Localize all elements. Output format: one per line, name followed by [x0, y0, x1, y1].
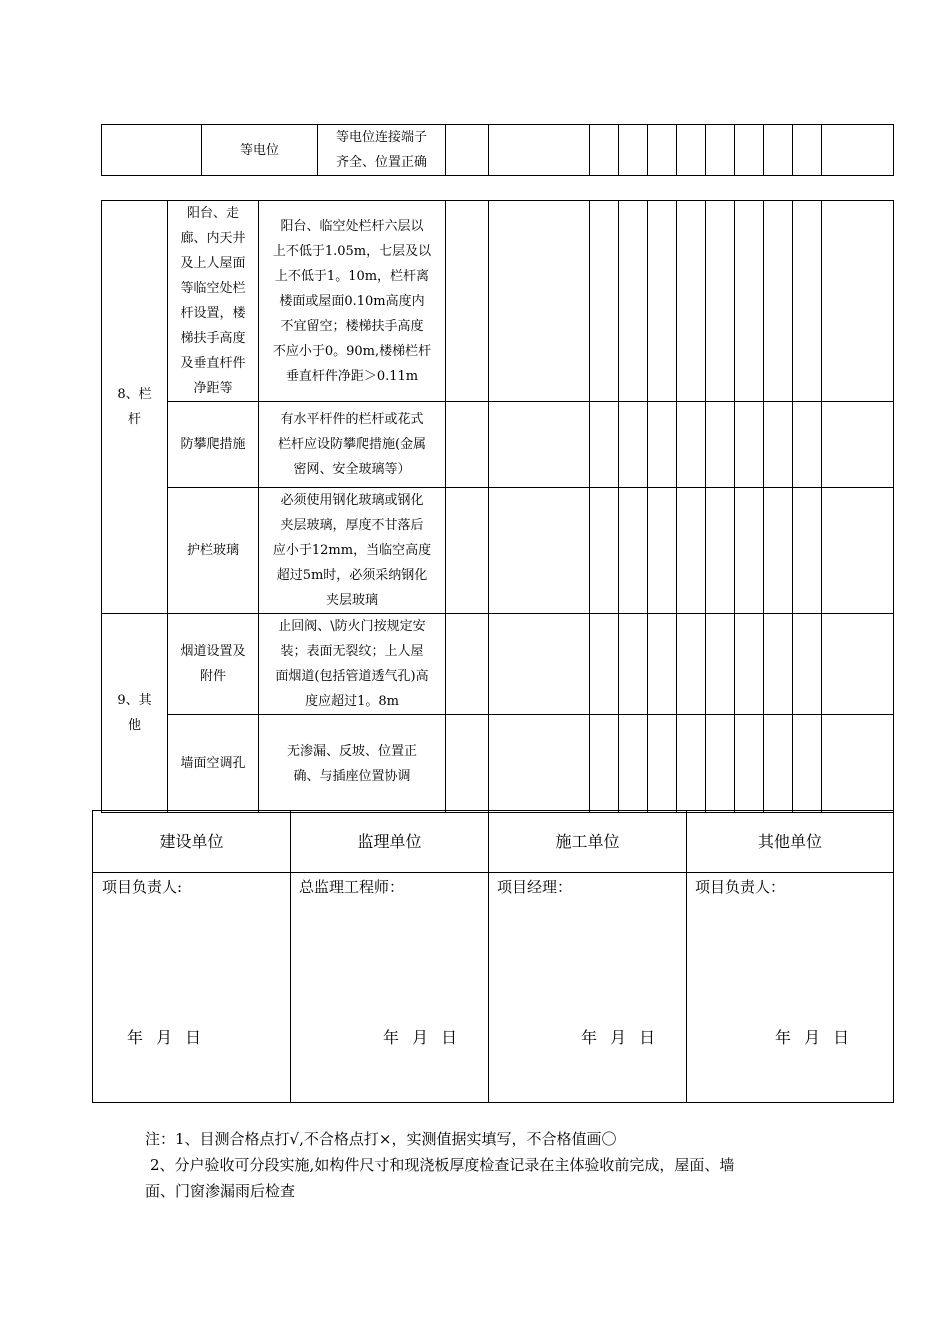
signer-role: 项目经理：	[497, 878, 573, 896]
blank-cell[interactable]	[706, 125, 735, 176]
blank-cell[interactable]	[446, 402, 489, 488]
requirement-line: 齐全、位置正确	[335, 155, 427, 170]
requirement-cell	[259, 402, 446, 488]
table-row	[102, 402, 894, 488]
blank-cell[interactable]	[677, 715, 706, 813]
item-name-cell	[168, 614, 259, 715]
blank-cell[interactable]	[706, 614, 735, 715]
table-row	[102, 201, 894, 402]
item-name-line: 及上人屋面	[180, 256, 246, 271]
blank-cell[interactable]	[677, 614, 706, 715]
blank-cell[interactable]	[446, 125, 489, 176]
blank-cell[interactable]	[677, 125, 706, 176]
blank-cell[interactable]	[793, 715, 822, 813]
signature-table	[92, 810, 894, 1103]
item-name-cell	[168, 488, 259, 614]
blank-cell[interactable]	[706, 402, 735, 488]
requirement-cell	[259, 715, 446, 813]
blank-cell[interactable]	[489, 402, 590, 488]
blank-cell[interactable]	[822, 488, 894, 614]
requirement-cell	[318, 125, 446, 176]
signer-role: 项目负责人:	[102, 878, 183, 896]
table-top-fragment	[101, 124, 894, 176]
category-line: 9、其	[117, 693, 152, 708]
blank-cell[interactable]	[677, 201, 706, 402]
item-name-line: 廊、内天井	[180, 231, 246, 246]
requirement-line: 不应小于0。90m,楼梯栏杆	[272, 343, 432, 359]
blank-cell[interactable]	[619, 614, 648, 715]
blank-cell[interactable]	[590, 402, 619, 488]
item-name-line: 等临空处栏	[180, 281, 246, 296]
requirement-line: 楼面或屋面0.10m高度内	[279, 293, 425, 309]
blank-cell[interactable]	[619, 125, 648, 176]
requirement-line: 度应超过1。8m	[305, 694, 399, 709]
blank-cell[interactable]	[619, 715, 648, 813]
requirement-line: 密网、安全玻璃等）	[293, 462, 411, 477]
requirement-line: 上不低于1.05m，七层及以	[272, 243, 432, 259]
item-name-line: 杆设置，楼	[180, 306, 246, 321]
requirement-cell	[259, 614, 446, 715]
blank-cell[interactable]	[735, 125, 764, 176]
signature-cell[interactable]	[291, 873, 489, 1103]
blank-cell[interactable]	[706, 715, 735, 813]
blank-cell[interactable]	[706, 201, 735, 402]
blank-cell[interactable]	[822, 201, 894, 402]
signature-header-row	[93, 811, 894, 873]
item-name-line: 净距等	[193, 381, 233, 396]
blank-cell[interactable]	[489, 614, 590, 715]
blank-cell[interactable]	[590, 201, 619, 402]
signature-date: 年 月 日	[383, 1028, 458, 1047]
blank-cell[interactable]	[648, 125, 677, 176]
blank-cell[interactable]	[764, 125, 793, 176]
blank-cell[interactable]	[764, 715, 793, 813]
signature-cell[interactable]	[93, 873, 291, 1103]
blank-cell[interactable]	[764, 402, 793, 488]
blank-cell[interactable]	[590, 614, 619, 715]
blank-cell[interactable]	[822, 125, 894, 176]
requirement-cell	[259, 488, 446, 614]
blank-cell[interactable]	[446, 201, 489, 402]
requirement-line: 装；表面无裂纹；上人屋	[280, 644, 424, 659]
blank-cell[interactable]	[735, 488, 764, 614]
blank-cell[interactable]	[648, 402, 677, 488]
blank-cell[interactable]	[677, 488, 706, 614]
unit-name: 监理单位	[291, 811, 489, 873]
category-line: 杆	[127, 412, 141, 427]
requirement-line: 超过5m时，必须采纳钢化	[276, 568, 428, 583]
blank-cell[interactable]	[648, 488, 677, 614]
category-cell-empty	[102, 125, 202, 176]
requirement-line: 有水平杆件的栏杆或花式	[280, 412, 424, 427]
note-line-3: 面、门窗渗漏雨后检查	[145, 1182, 296, 1200]
requirement-line: 阳台、临空处栏杆六层以	[280, 218, 424, 234]
item-name-line: 及垂直杆件	[180, 356, 246, 371]
category-cell	[102, 614, 168, 813]
requirement-line: 应小于12mm，当临空高度	[272, 543, 432, 558]
requirement-line: 面烟道(包括管道透气孔)高	[275, 669, 429, 684]
item-name-cell	[168, 715, 259, 813]
blank-cell[interactable]	[619, 201, 648, 402]
requirement-line: 夹层玻璃	[325, 593, 378, 608]
blank-cell[interactable]	[590, 125, 619, 176]
blank-cell[interactable]	[648, 201, 677, 402]
signature-cell[interactable]	[489, 873, 687, 1103]
unit-name: 施工单位	[489, 811, 687, 873]
blank-cell[interactable]	[764, 614, 793, 715]
blank-cell[interactable]	[793, 402, 822, 488]
item-name-cell	[168, 402, 259, 488]
unit-name: 建设单位	[93, 811, 291, 873]
signer-role: 项目负责人：	[695, 878, 786, 896]
blank-cell[interactable]	[446, 715, 489, 813]
blank-cell[interactable]	[446, 614, 489, 715]
blank-cell[interactable]	[489, 715, 590, 813]
blank-cell[interactable]	[677, 402, 706, 488]
table-row	[102, 614, 894, 715]
signature-cell[interactable]	[687, 873, 894, 1103]
blank-cell[interactable]	[735, 614, 764, 715]
blank-cell[interactable]	[489, 201, 590, 402]
blank-cell[interactable]	[793, 488, 822, 614]
requirement-cell	[259, 201, 446, 402]
blank-cell[interactable]	[735, 402, 764, 488]
table-row	[102, 488, 894, 614]
item-name-cell	[202, 125, 318, 176]
item-name-line: 梯扶手高度	[180, 331, 246, 346]
category-line: 他	[127, 718, 141, 733]
signature-date: 年 月 日	[775, 1028, 850, 1047]
blank-cell[interactable]	[706, 488, 735, 614]
blank-cell[interactable]	[648, 715, 677, 813]
blank-cell[interactable]	[822, 715, 894, 813]
blank-cell[interactable]	[793, 614, 822, 715]
blank-cell[interactable]	[619, 488, 648, 614]
category-line: 8、栏	[117, 387, 152, 402]
blank-cell[interactable]	[590, 715, 619, 813]
item-name-line: 防攀爬措施	[180, 437, 246, 452]
table-row	[102, 715, 894, 813]
requirement-line: 垂直杆件净距＞0.11m	[285, 368, 419, 384]
blank-cell[interactable]	[764, 201, 793, 402]
item-name-line: 附件	[199, 669, 226, 684]
note-line-1: 注：1、目测合格点打√,不合格点打×，实测值据实填写，不合格值画〇	[145, 1130, 617, 1148]
blank-cell[interactable]	[735, 715, 764, 813]
signature-date: 年 月 日	[127, 1028, 202, 1047]
requirement-line: 上不低于1。10m，栏杆离	[274, 268, 430, 284]
requirement-line: 无渗漏、反坡、位置正	[286, 743, 417, 759]
blank-cell[interactable]	[764, 488, 793, 614]
blank-cell[interactable]	[489, 125, 590, 176]
blank-cell[interactable]	[590, 488, 619, 614]
item-name-cell	[168, 201, 259, 402]
item-name-line: 护栏玻璃	[186, 543, 239, 558]
blank-cell[interactable]	[648, 614, 677, 715]
signature-date: 年 月 日	[581, 1028, 656, 1047]
inspection-table	[101, 200, 894, 813]
signature-body-row	[93, 873, 894, 1103]
item-name: 等电位	[239, 142, 279, 158]
blank-cell[interactable]	[735, 201, 764, 402]
unit-name: 其他单位	[687, 811, 894, 873]
requirement-line: 不宜留空；楼梯扶手高度	[280, 318, 424, 334]
requirement-line: 等电位连接端子	[335, 130, 427, 145]
requirement-line: 夹层玻璃，厚度不甘落后	[280, 518, 424, 533]
blank-cell[interactable]	[822, 402, 894, 488]
blank-cell[interactable]	[619, 402, 648, 488]
category-cell	[102, 201, 168, 614]
blank-cell[interactable]	[793, 201, 822, 402]
requirement-line: 止回阀、\防火门按规定安	[278, 619, 426, 634]
item-name-line: 阳台、走	[186, 206, 239, 221]
blank-cell[interactable]	[793, 125, 822, 176]
signer-role: 总监理工程师：	[299, 878, 405, 896]
item-name-line: 烟道设置及	[180, 644, 246, 659]
blank-cell[interactable]	[446, 488, 489, 614]
requirement-line: 栏杆应设防攀爬措施(金属	[277, 437, 427, 452]
note-line-2: 2、分户验收可分段实施,如构件尺寸和现浇板厚度检查记录在主体验收前完成，屋面、墙	[150, 1156, 735, 1174]
blank-cell[interactable]	[489, 488, 590, 614]
blank-cell[interactable]	[822, 614, 894, 715]
requirement-line: 确、与插座位置协调	[293, 768, 411, 784]
requirement-line: 必须使用钢化玻璃或钢化	[280, 493, 424, 508]
item-name-line: 墙面空调孔	[180, 756, 246, 771]
